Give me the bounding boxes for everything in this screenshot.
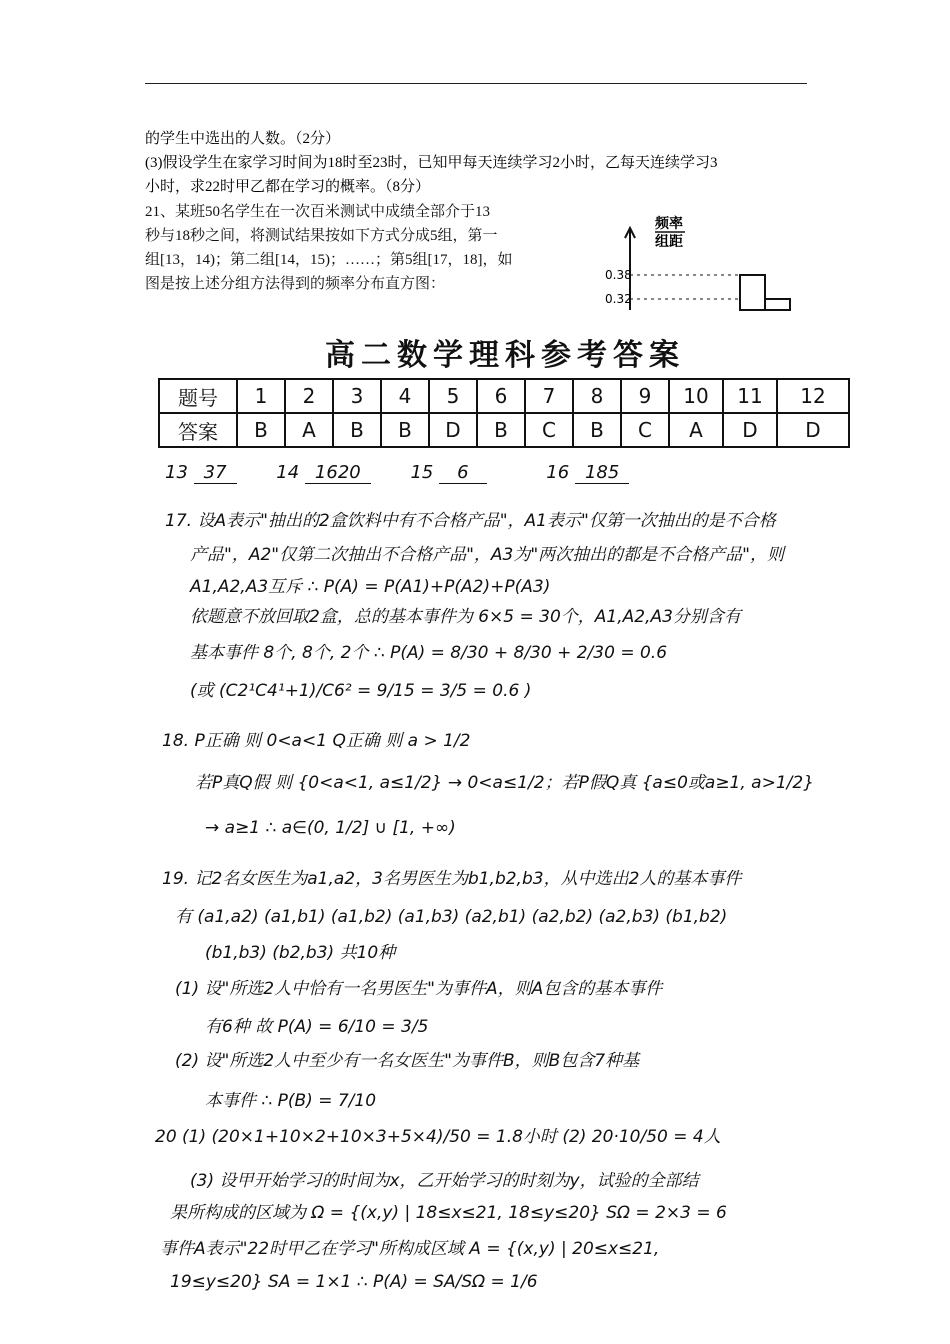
- question-number: 5: [429, 379, 477, 413]
- answer-cell: D: [777, 413, 849, 447]
- blank-number: 15: [410, 462, 434, 483]
- question-number: 10: [669, 379, 723, 413]
- question-number: 12: [777, 379, 849, 413]
- header-rule: [145, 83, 807, 84]
- question-number-row: [159, 379, 849, 413]
- answer-cell: D: [723, 413, 777, 447]
- solution-line: A1,A2,A3互斥 ∴ P(A) = P(A1)+P(A2)+P(A3): [190, 577, 551, 597]
- printed-line: 的学生中选出的人数。（2分）: [145, 131, 341, 147]
- question-number: 11: [723, 379, 777, 413]
- answer-title: 高二数学理科参考答案: [325, 338, 685, 373]
- histogram-tick: 0.32: [605, 292, 632, 306]
- histogram-bar: [740, 275, 765, 310]
- question-21-line: 秒与18秒之间，将测试结果按如下方式分成5组，第一: [145, 228, 498, 244]
- solution-line: 17. 设A表示"抽出的2盒饮料中有不合格产品"，A1表示"仅第一次抽出的是不合格: [165, 511, 776, 531]
- blank-answer: 185: [575, 462, 629, 484]
- fill-blank-answers: [165, 462, 629, 483]
- solution-line: 18. P正确 则 0<a<1 Q正确 则 a > 1/2: [162, 731, 471, 751]
- solution-line: (2) 设"所选2人中至少有一名女医生"为事件B，则B包含7种基: [175, 1051, 640, 1071]
- blank-number: 16: [546, 462, 570, 483]
- histogram-ylabel-top: 频率: [655, 216, 683, 232]
- answer-cell: D: [429, 413, 477, 447]
- question-number: 9: [621, 379, 669, 413]
- question-number: 4: [381, 379, 429, 413]
- histogram-ylabel-bottom: 组距: [655, 234, 683, 250]
- question-21-line: 21、某班50名学生在一次百米测试中成绩全部介于13: [145, 204, 491, 220]
- histogram-tick: 0.38: [605, 268, 632, 282]
- answer-cell: B: [381, 413, 429, 447]
- solution-line: 基本事件 8个, 8个, 2个 ∴ P(A) = 8/30 + 8/30 + 2/30 = 0.6: [190, 643, 668, 663]
- row-label-answer: 答案: [159, 413, 237, 447]
- answer-table: [158, 378, 850, 448]
- solution-line: 果所构成的区域为 Ω = {(x,y) | 18≤x≤21, 18≤y≤20} SΩ = 2×3 = 6: [170, 1203, 727, 1223]
- printed-line: (3)假设学生在家学习时间为18时至23时，已知甲每天连续学习2小时，乙每天连续学习3: [145, 155, 718, 171]
- question-21-line: 图是按上述分组方法得到的频率分布直方图：: [145, 276, 446, 292]
- blank-number: 13: [165, 462, 188, 483]
- solution-line: 事件A表示"22时甲乙在学习"所构成区域 A = {(x,y) | 20≤x≤21,: [160, 1239, 660, 1259]
- solution-line: 若P真Q假 则 {0<a<1, a≤1/2} → 0<a≤1/2；若P假Q真 {a≤0或a≥1, a>1/2}: [195, 773, 815, 793]
- answer-cell: B: [477, 413, 525, 447]
- question-number: 2: [285, 379, 333, 413]
- question-number: 1: [237, 379, 285, 413]
- question-number: 8: [573, 379, 621, 413]
- answer-cell: A: [285, 413, 333, 447]
- solution-line: (或 (C2¹C4¹+1)/C6² = 9/15 = 3/5 = 0.6 ): [190, 681, 532, 701]
- row-label-number: 题号: [159, 379, 237, 413]
- question-21-line: 组[13，14)；第二组[14，15)；……；第5组[17，18]，如: [145, 252, 513, 268]
- blank-answer: 1620: [305, 462, 371, 484]
- answer-cell: B: [237, 413, 285, 447]
- solution-line: 19. 记2名女医生为a1,a2，3名男医生为b1,b2,b3，从中选出2人的基本事件: [162, 869, 742, 889]
- answer-cell: C: [621, 413, 669, 447]
- solution-line: (b1,b3) (b2,b3) 共10种: [205, 943, 396, 963]
- solution-line: (3) 设甲开始学习的时间为x，乙开始学习的时刻为y，试验的全部结: [190, 1171, 699, 1191]
- solution-line: 有6种 故 P(A) = 6/10 = 3/5: [205, 1017, 429, 1037]
- answer-row: [159, 413, 849, 447]
- question-number: 3: [333, 379, 381, 413]
- solution-line: → a≥1 ∴ a∈(0, 1/2] ∪ [1, +∞): [205, 818, 456, 838]
- solution-line: 20 (1) (20×1+10×2+10×3+5×4)/50 = 1.8小时 (2) 20·10/50 = 4人: [155, 1127, 721, 1147]
- solution-line: 本事件 ∴ P(B) = 7/10: [205, 1091, 377, 1111]
- answer-cell: C: [525, 413, 573, 447]
- solution-line: 产品"，A2"仅第二次抽出不合格产品"，A3为"两次抽出的都是不合格产品"，则: [190, 545, 784, 565]
- printed-line: 小时，求22时甲乙都在学习的概率。（8分）: [145, 179, 431, 195]
- blank-answer: 6: [439, 462, 486, 484]
- solution-line: 有 (a1,a2) (a1,b1) (a1,b2) (a1,b3) (a2,b1) (a2,b2) (a2,b3) (b1,b2): [175, 907, 728, 927]
- answer-cell: B: [573, 413, 621, 447]
- histogram-fragment: [605, 210, 805, 310]
- answer-cell: A: [669, 413, 723, 447]
- answer-cell: B: [333, 413, 381, 447]
- question-number: 7: [525, 379, 573, 413]
- solution-line: 依题意不放回取2盒，总的基本事件为 6×5 = 30个，A1,A2,A3分别含有: [190, 607, 741, 627]
- blank-number: 14: [276, 462, 300, 483]
- solution-line: (1) 设"所选2人中恰有一名男医生"为事件A，则A包含的基本事件: [175, 979, 663, 999]
- question-number: 6: [477, 379, 525, 413]
- blank-answer: 37: [194, 462, 237, 484]
- solution-line: 19≤y≤20} SA = 1×1 ∴ P(A) = SA/SΩ = 1/6: [170, 1272, 538, 1292]
- histogram-bar: [765, 299, 790, 310]
